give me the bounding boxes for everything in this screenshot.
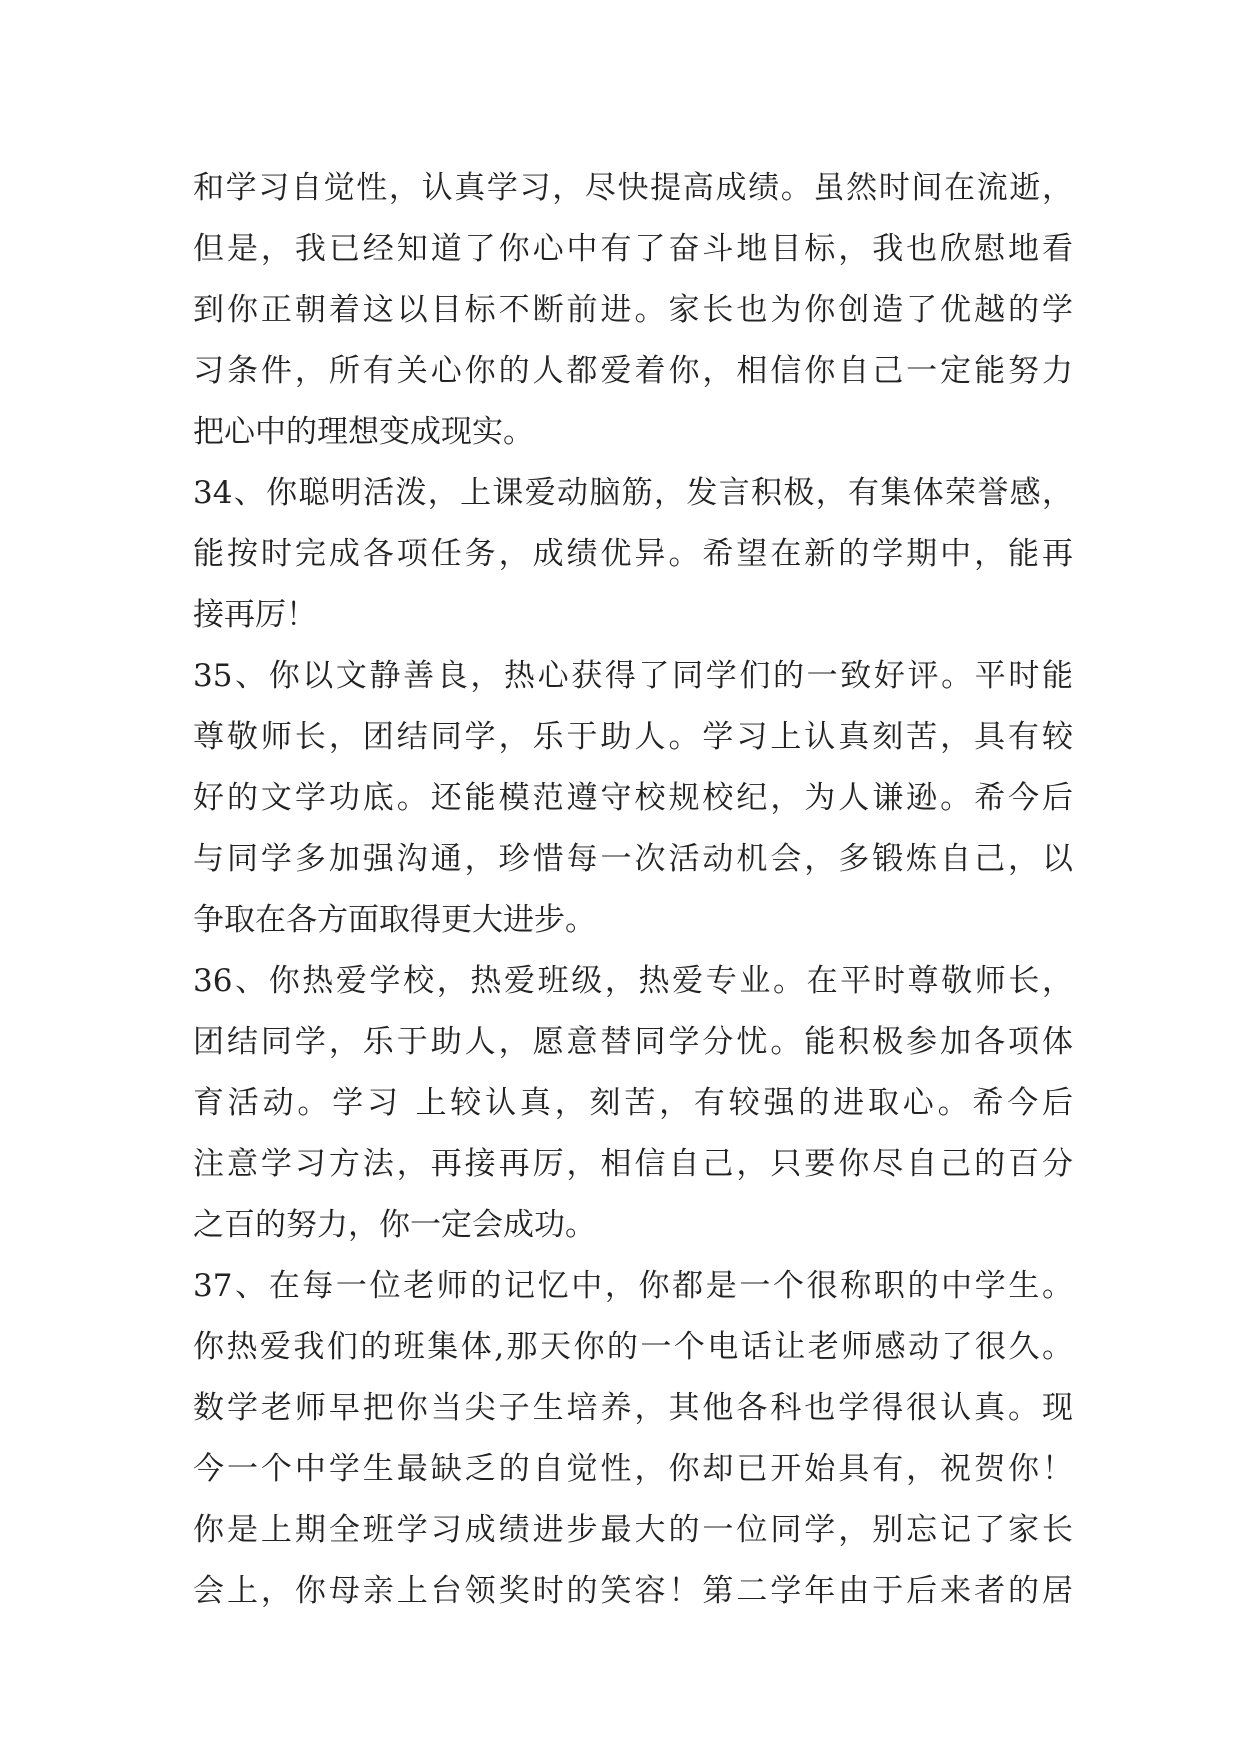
text-line: 好的文学功底。还能模范遵守校规校纪，为人谦逊。希今后 [193, 780, 1073, 816]
text-line: 把心中的理想变成现实。 [193, 414, 534, 450]
text-line: 会上，你母亲上台领奖时的笑容！第二学年由于后来者的居 [193, 1573, 1073, 1609]
text-line: 36、你热爱学校，热爱班级，热爱专业。在平时尊敬师长， [193, 963, 1073, 999]
text-line: 团结同学，乐于助人，愿意替同学分忧。能积极参加各项体 [193, 1024, 1073, 1060]
text-line: 接再厉！ [193, 597, 317, 633]
text-line: 能按时完成各项任务，成绩优异。希望在新的学期中，能再 [193, 536, 1073, 572]
text-line: 到你正朝着这以目标不断前进。家长也为你创造了优越的学 [193, 292, 1073, 328]
text-line: 你是上期全班学习成绩进步最大的一位同学，别忘记了家长 [193, 1512, 1073, 1548]
text-line: 37、在每一位老师的记忆中，你都是一个很称职的中学生。 [193, 1268, 1073, 1304]
text-line: 尊敬师长，团结同学，乐于助人。学习上认真刻苦，具有较 [193, 719, 1073, 755]
text-line: 争取在各方面取得更大进步。 [193, 902, 596, 938]
text-line: 34、你聪明活泼，上课爱动脑筋，发言积极，有集体荣誉感， [193, 475, 1073, 511]
text-line: 今一个中学生最缺乏的自觉性，你却已开始具有，祝贺你！ [193, 1451, 1073, 1487]
text-line: 注意学习方法，再接再厉，相信自己，只要你尽自己的百分 [193, 1146, 1073, 1182]
text-line: 和学习自觉性，认真学习，尽快提高成绩。虽然时间在流逝， [193, 170, 1073, 206]
text-line: 育活动。学习 上较认真，刻苦，有较强的进取心。希今后 [193, 1085, 1073, 1121]
text-line: 你热爱我们的班集体,那天你的一个电话让老师感动了很久。 [193, 1329, 1073, 1365]
text-line: 之百的努力，你一定会成功。 [193, 1207, 596, 1243]
text-line: 但是，我已经知道了你心中有了奋斗地目标，我也欣慰地看 [193, 231, 1073, 267]
document-body [193, 158, 1073, 1622]
text-line: 35、你以文静善良，热心获得了同学们的一致好评。平时能 [193, 658, 1073, 694]
text-line: 习条件，所有关心你的人都爱着你，相信你自己一定能努力 [193, 353, 1073, 389]
text-line: 数学老师早把你当尖子生培养，其他各科也学得很认真。现 [193, 1390, 1073, 1426]
text-line: 与同学多加强沟通，珍惜每一次活动机会，多锻炼自己，以 [193, 841, 1073, 877]
